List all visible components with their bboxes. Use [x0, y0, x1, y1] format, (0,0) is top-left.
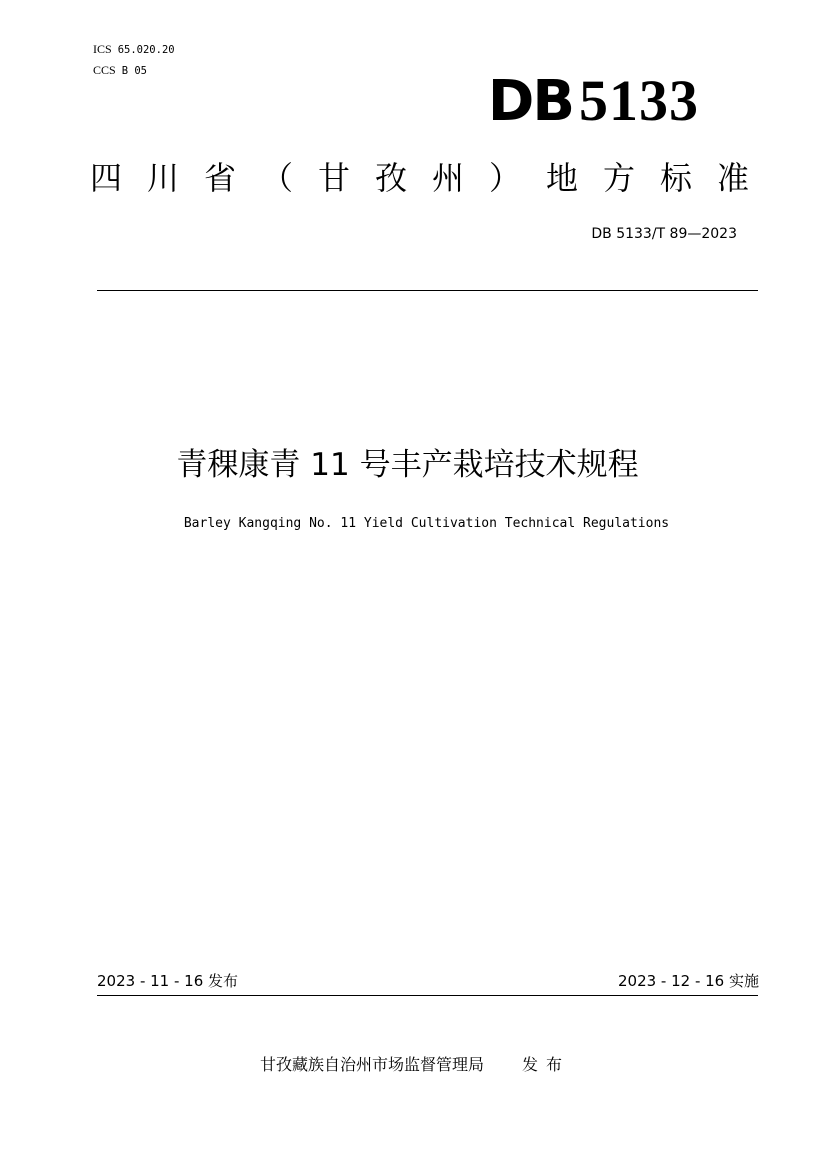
title-chinese: 青稞康青 11 号丰产栽培技术规程 — [176, 447, 639, 483]
issuer-name: 甘孜藏族自治州市场监督管理局 — [259, 1055, 484, 1074]
ics-line — [93, 42, 175, 57]
title-english: Barley Kangqing No. 11 Yield Cultivation Technical Regulations — [183, 516, 670, 531]
implement-date: 2023 - 12 - 16 实施 — [617, 972, 759, 990]
ccs-line — [93, 63, 147, 78]
db-code — [488, 68, 699, 135]
ics-label: ICS — [93, 42, 112, 56]
ics-value: 65.020.20 — [117, 44, 175, 56]
standard-number: DB 5133/T 89—2023 — [591, 226, 737, 242]
db-prefix: DB — [487, 69, 573, 134]
issuer-line — [0, 1054, 815, 1076]
ccs-label: CCS — [93, 63, 116, 77]
issuer-action: 发布 — [522, 1055, 571, 1074]
db-number: 5133 — [579, 68, 699, 133]
standard-type: 四川省（甘孜州）地方标准 — [90, 159, 775, 197]
publish-date: 2023 - 11 - 16 发布 — [97, 972, 239, 990]
top-divider — [97, 290, 758, 291]
ccs-value: B 05 — [121, 65, 147, 77]
bottom-divider — [97, 995, 758, 996]
